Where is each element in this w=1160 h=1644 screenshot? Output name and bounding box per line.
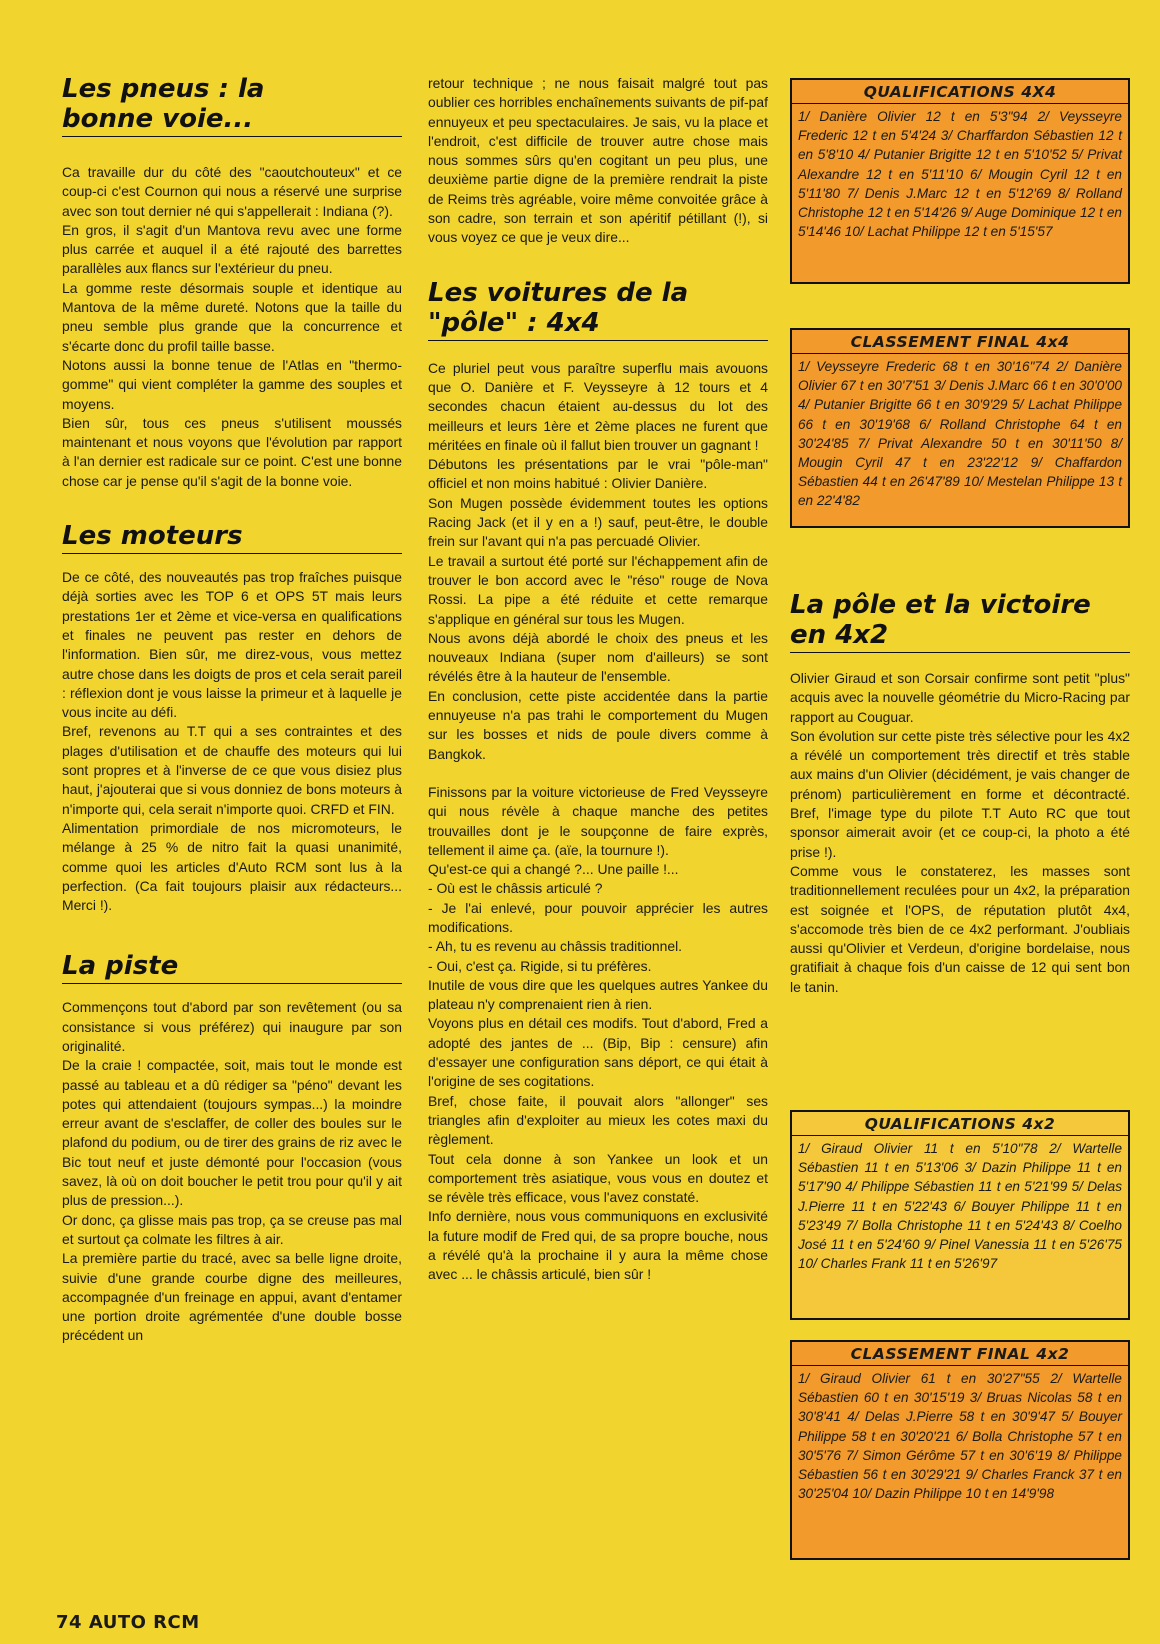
paragraph: - Je l'ai enlevé, pour pouvoir apprécier les autres modifications. [428,899,768,935]
paragraph: Bref, chose faite, il pouvait alors "allonger" ses triangles afin d'exploiter au mieux les cotes maxi du règlement. [428,1092,768,1148]
paragraph: Nous avons déjà abordé le choix des pneus et les nouveaux Indiana (super nom d'ailleurs) se sont révélés être à la hauteur de l'ensemble. [428,629,768,685]
results-box-title: QUALIFICATIONS 4X4 [792,80,1128,104]
paragraph: - Oui, c'est ça. Rigide, si tu préfères. [428,957,652,974]
paragraph: Comme vous le constaterez, les masses sont traditionnellement reculées pour un 4x2, la préparation est soignée et l'OPS, de réputation plutôt 4x4, s'accomode très bien de ce 4x2 performant. J'oubliais aussi qu'Olivier et Verdeun, d'origine bordelaise, nous gratifiait à chaque fois d'un caisse de 12 qui sent bon le tanin. [790,862,1130,995]
results-box-final-4x2 [790,1340,1130,1560]
paragraph: Notons aussi la bonne tenue de l'Atlas en "thermo-gomme" qui vient compléter la gamme des souples et moyens. [62,356,402,412]
results-box-qualif-4x2 [790,1110,1130,1320]
results-box-body: 1/ Veysseyre Frederic 68 t en 30'16"74 2/ Danière Olivier 67 t en 30'7'51 3/ Denis J.Marc 66 t en 30'0'00 4/ Putanier Brigitte 66 t en 30'9'29 5/ Lachat Philippe 66 t en 30'19'68 6/ Rolland Christophe 64 t en 30'24'85 7/ Privat Alexandre 50 t en 30'11'50 8/ Mougin Cyril 47 t en 23'22'12 9/ Chaffardon Sébastien 44 t en 26'47'89 10/ Mestelan Philippe 13 t en 22'4'82 [798,359,1122,509]
paragraph: Débutons les présentations par le vrai "pôle-man" officiel et non moins habitué : Olivier Danière. [428,456,768,492]
heading-voitures-pole: Les voitures de la "pôle" : 4x4 [428,277,689,338]
heading-rule [790,652,1130,653]
paragraph: - Où est le châssis articulé ? [428,880,603,897]
paragraph: Alimentation primordiale de nos micromoteurs, le mélange à 25 % de nitro fait la quasi unanimité, comme quoi les articles d'Auto RCM sont lus à la perfection. (Ca fait toujours plaisir aux rédacteurs... Merci !). [62,819,402,914]
paragraph: Bien sûr, tous ces pneus s'utilisent moussés maintenant et nous voyons que l'évolution par rapport à l'an dernier est radicale sur ce point. C'est une bonne chose car je pense qu'il s'agit de la bonne voie. [62,414,402,489]
results-box-body: 1/ Danière Olivier 12 t en 5'3"94 2/ Veysseyre Frederic 12 t en 5'4'24 3/ Charffardon Sébastien 12 t en 5'8'10 4/ Putanier Brigitte 12 t en 5'10'52 5/ Privat Alexandre 12 t en 5'11'10 6/ Mougin Cyril 12 t en 5'11'80 7/ Denis J.Marc 12 t en 5'12'69 8/ Rolland Christophe 12 t en 5'14'26 9/ Auge Dominique 12 t en 5'14'46 10/ Lachat Philippe 12 t en 5'15'57 [798,109,1122,240]
paragraph: Ce pluriel peut vous paraître superflu mais avouons que O. Danière et F. Veysseyre à 12 tours et 4 secondes chacun étaient au-dessus du lot des meilleurs et leurs 1ère et 2ème places ne furent que méritées en finale où il fallut bien trouver un gagnant ! [428,359,768,453]
page-footer [56,1612,200,1633]
paragraph: La gomme reste désormais souple et identique au Mantova de la même dureté. Notons que la taille du pneu semble plus grande que la concurrence et s'écarte donc du profil taille basse. [62,279,402,354]
paragraph: retour technique ; ne nous faisait malgré tout pas oublier ces horribles enchaînements suivants de pif-paf ennuyeux et peu spectaculaires. Je sais, vu la place et l'endroit, c'est difficile de trouver autre chose mais nous sommes sûrs qu'en cogitant un peu plus, une deuxième partie digne de la première rendrait la piste de Reims très agréable, voire même convoitée grâce à son cadre, son terrain et son apéritif pétillant (!), si vous voyez ce que je veux dire... [428,75,768,246]
paragraph: Info dernière, nous vous communiquons en exclusivité la future modif de Fred qui, de sa propre bouche, nous a révélé qu'à la prochaine il y aura la même chose avec ... le châssis articulé, bien sûr ! [428,1208,768,1283]
column-middle [428,74,768,1285]
heading-rule [428,340,768,341]
paragraph: Commençons tout d'abord par son revêtement (ou sa consistance si vous préférez) qui inaugure par son originalité. [62,999,402,1054]
paragraph: En conclusion, cette piste accidentée dans la partie ennuyeuse n'a pas trahi le comportement du Mugen sur les bosses et nids de poule divers comme à Bangkok. [428,687,768,762]
results-box-body: 1/ Giraud Olivier 11 t en 5'10"78 2/ Wartelle Sébastien 11 t en 5'13'06 3/ Dazin Philippe 11 t en 5'17'90 4/ Philippe Sébastien 11 t en 5'21'99 5/ Delas J.Pierre 11 t en 5'22'43 6/ Bouyer Philippe 11 t en 5'23'49 7/ Bolla Christophe 11 t en 5'24'43 8/ Coelho José 11 t en 5'24'60 9/ Pinel Vanessia 11 t en 5'26'75 10/ Charles Frank 11 t en 5'26'97 [798,1141,1122,1272]
page-number: 74 [56,1612,83,1633]
results-box-title: CLASSEMENT FINAL 4x2 [792,1342,1128,1366]
heading-pole-victoire: La pôle et la victoire en 4x2 [790,590,1091,650]
paragraph: Inutile de vous dire que les quelques autres Yankee du plateau n'y comprenaient rien à rien. [428,976,768,1013]
paragraph: Qu'est-ce qui a changé ?... Une paille !... [428,861,679,878]
paragraph: De la craie ! compactée, soit, mais tout le monde est passé au tableau et a dû rédiger sa "péno" devant les potes qui attendaient (toujours sympas...) la moindre erreur avant de s'esclaffer, de coller des boules sur le plafond du podium, ou de tirer des grains de riz avec le Bic tout neuf et juste démonté pour l'occasion (vous savez, là où on doit boucher le petit trou pour qu'il y ait plus de pression...). [62,1057,402,1209]
column-right-article [790,590,1130,997]
heading-rule [62,983,402,984]
results-box-title: CLASSEMENT FINAL 4x4 [792,330,1128,354]
heading-moteurs: Les moteurs [62,521,243,552]
paragraph: De ce côté, des nouveautés pas trop fraîches puisque déjà sorties avec les TOP 6 et OPS 5T mais leurs prestations 1er et 2ème et vice-versa en qualifications et finales ne peuvent pas rester en dehors de l'information. Bien sûr, me direz-vous, vous mettez autre chose dans les doigts de pros et cela serait pareil : réflexion dont je vous laisse la primeur et à laquelle je vous incite au défi. [62,569,402,721]
heading-rule [62,553,402,554]
heading-piste: La piste [62,951,179,982]
paragraph: Ca travaille dur du côté des "caoutchouteux" et ce coup-ci c'est Cournon qui nous a réservé une surprise avec son tout dernier né qui s'appellerait : Indiana (?). [62,164,402,219]
paragraph: Or donc, ça glisse mais pas trop, ça se creuse pas mal et surtout ça colmate les filtres à air. [62,1211,402,1247]
results-box-body: 1/ Giraud Olivier 61 t en 30'27"55 2/ Wartelle Sébastien 60 t en 30'15'19 3/ Bruas Nicolas 58 t en 30'8'41 4/ Delas J.Pierre 58 t en 30'9'47 5/ Bouyer Philippe 58 t en 30'20'21 6/ Bolla Christophe 57 t en 30'5'76 7/ Simon Gérôme 57 t en 30'6'19 8/ Philippe Sébastien 56 t en 30'29'21 9/ Charles Franck 37 t en 30'25'04 10/ Dazin Philippe 10 t en 14'9'98 [798,1371,1122,1502]
paragraph: En gros, il s'agit d'un Mantova revu avec une forme plus carrée et auquel il a été rajouté des barrettes parallèles aux flancs sur l'extérieur du pneu. [62,221,402,277]
paragraph: Voyons plus en détail ces modifs. Tout d'abord, Fred a adopté des jantes de ... (Bip, Bip : censure) afin d'essayer une configuration sans déport, ce qui était à l'origine de ses cogitations. [428,1015,768,1090]
paragraph: La première partie du tracé, avec sa belle ligne droite, suivie d'une grande courbe digne des meilleures, accompagnée d'un freinage en appui, avant d'entamer une portion droite agrémentée d'une double bosse précédent un [62,1250,402,1344]
column-left [62,74,402,1346]
heading-rule [62,136,402,137]
paragraph: Finissons par la voiture victorieuse de Fred Veysseyre qui nous révèle à chaque manche des petites trouvailles dont je le soupçonne de faire exprès, tellement il aime ça. (aïe, la tournure !). [428,783,768,858]
magazine-name: AUTO RCM [88,1612,200,1633]
results-box-final-4x4 [790,328,1130,528]
results-box-qualif-4x4 [790,78,1130,284]
results-box-title: QUALIFICATIONS 4x2 [792,1112,1128,1136]
paragraph: - Ah, tu es revenu au châssis traditionnel. [428,938,683,955]
paragraph: Son Mugen possède évidemment toutes les options Racing Jack (et il y en a !) sauf, peut-être, le double frein sur l'avant qui n'a pas percuadé Olivier. [428,494,768,550]
paragraph: Le travail a surtout été porté sur l'échappement afin de trouver le bon accord avec le "réso" rouge de Nova Rossi. La pipe a été réduite et cette remarque s'applique en général sur tous les Mugen. [428,552,768,627]
paragraph: Son évolution sur cette piste très sélective pour les 4x2 a révélé un comportement très directif et très stable aux mains d'un Olivier (décidément, je vais changer de prénom) particulièrement en forme et décontracté. Bref, l'image type du pilote T.T Auto RC que tout sponsor aimerait avoir (et ce coup-ci, la photo a été prise !). [790,727,1130,860]
heading-pneus: Les pneus : la bonne voie... [62,74,265,134]
paragraph: Tout cela donne à son Yankee un look et un comportement très asiatique, vous vous en doutez et se révèle très efficace, vous l'avez constaté. [428,1150,768,1206]
paragraph: Olivier Giraud et son Corsair confirme sont petit "plus" acquis avec la nouvelle géométrie du Micro-Racing par rapport au Couguar. [790,670,1130,725]
paragraph: Bref, revenons au T.T qui a ses contraintes et des plages d'utilisation et de chauffe des moteurs qui lui sont propres et à l'inverse de ce que vous disiez plus haut, j'ajouterai que si vous donniez de bons moteurs à n'importe qui, cela serait n'importe quoi. CRFD et FIN. [62,723,402,817]
